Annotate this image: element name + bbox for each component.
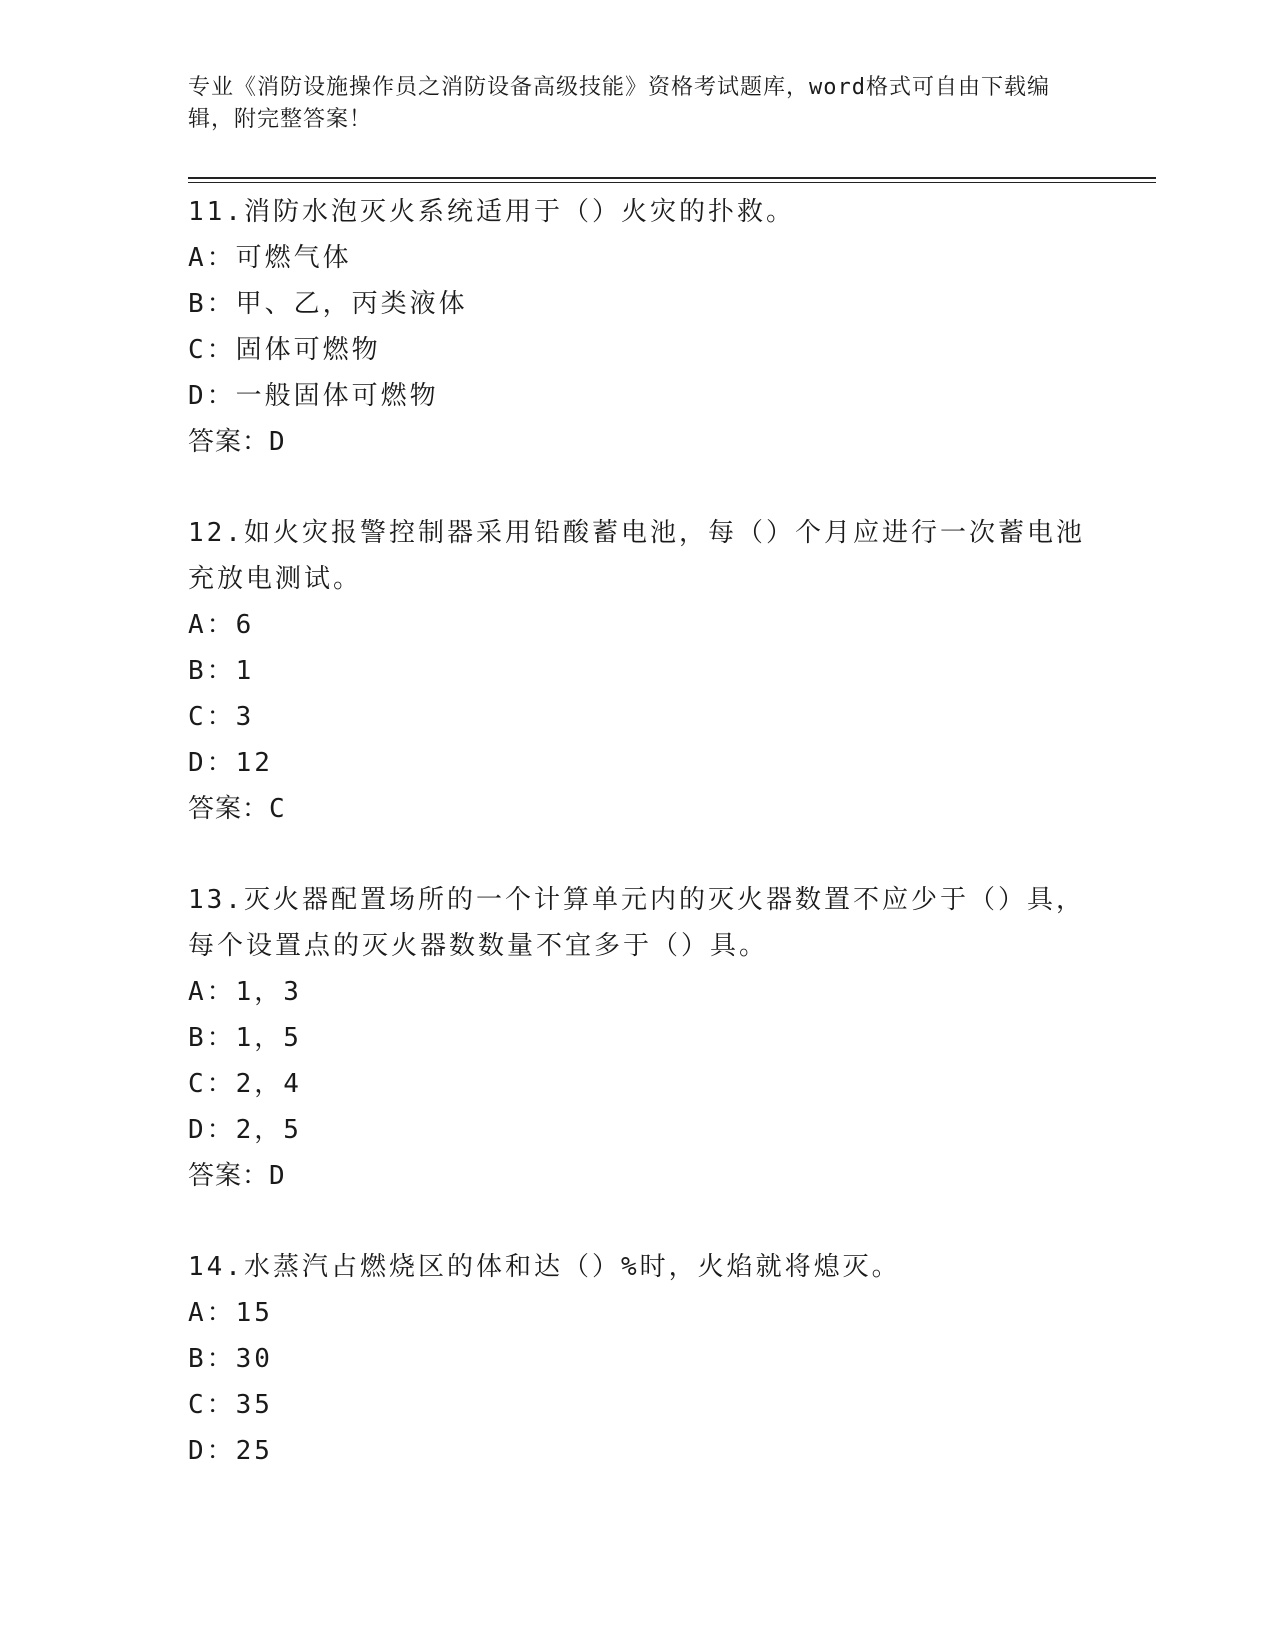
document-header — [188, 72, 1068, 136]
option-a: A：6 — [188, 610, 255, 640]
option-d: D：12 — [188, 748, 273, 778]
option-c: C：35 — [188, 1390, 273, 1420]
header-divider — [188, 177, 1156, 179]
question-stem: 11.消防水泡灭火系统适用于（）火灾的扑救。 — [188, 197, 795, 227]
answer-line: 答案：D — [188, 1161, 286, 1191]
option-c: C：3 — [188, 702, 255, 732]
option-a: A：15 — [188, 1298, 273, 1328]
question-list — [188, 189, 1088, 1519]
option-d: D：25 — [188, 1436, 273, 1466]
question-14 — [188, 1244, 1088, 1474]
question-stem: 14.水蒸汽占燃烧区的体和达（）%时，火焰就将熄灭。 — [188, 1252, 901, 1282]
option-d: D：2，5 — [188, 1115, 302, 1145]
question-12 — [188, 510, 1088, 832]
option-c: C：固体可燃物 — [188, 335, 381, 365]
option-b: B：1 — [188, 656, 255, 686]
answer-line: 答案：C — [188, 794, 286, 824]
option-b: B：30 — [188, 1344, 273, 1374]
header-divider-thin — [188, 182, 1156, 183]
option-c: C：2，4 — [188, 1069, 302, 1099]
option-a: A：1，3 — [188, 977, 302, 1007]
question-stem: 12.如火灾报警控制器采用铅酸蓄电池，每（）个月应进行一次蓄电池充放电测试。 — [188, 518, 1085, 594]
answer-line: 答案：D — [188, 427, 286, 457]
option-a: A：可燃气体 — [188, 243, 352, 273]
question-stem: 13.灭火器配置场所的一个计算单元内的灭火器数置不应少于（）具，每个设置点的灭火器数数量不宜多于（）具。 — [188, 885, 1085, 961]
option-b: B：1，5 — [188, 1023, 302, 1053]
option-d: D：一般固体可燃物 — [188, 381, 439, 411]
question-13 — [188, 877, 1088, 1199]
option-b: B：甲、乙，丙类液体 — [188, 289, 468, 319]
question-11 — [188, 189, 1088, 465]
header-text: 专业《消防设施操作员之消防设备高级技能》资格考试题库，word格式可自由下载编辑，附完整答案！ — [188, 75, 1050, 132]
